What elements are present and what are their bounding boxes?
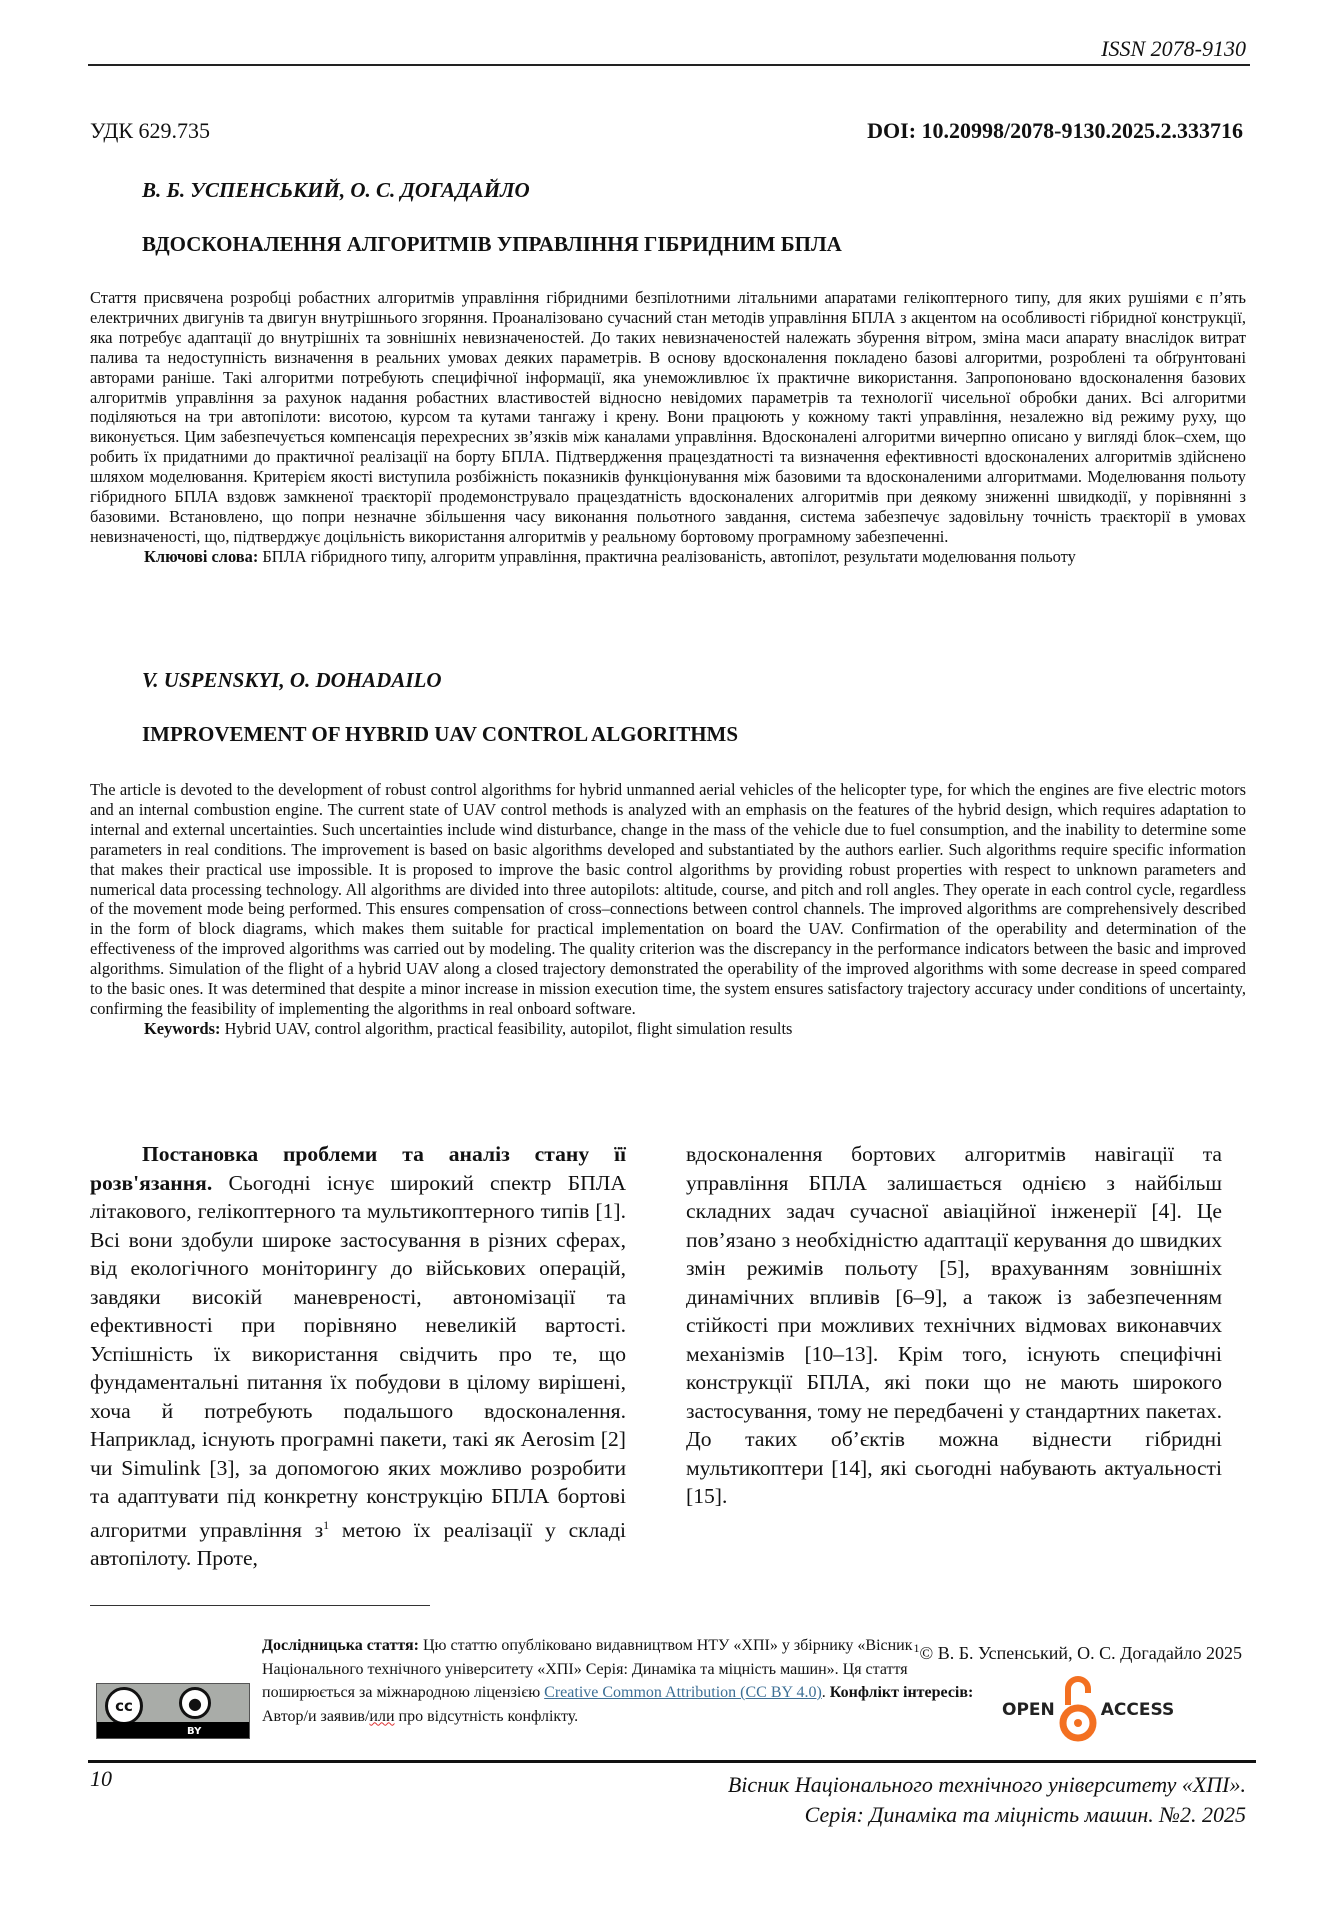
open-access-lock-icon [1059, 1671, 1097, 1749]
conflict-label: Конфлікт інтересів: [829, 1684, 974, 1701]
page-number: 10 [90, 1766, 112, 1791]
title-en: IMPROVEMENT OF HYBRID UAV CONTROL ALGORITHMS [142, 722, 739, 746]
article-type-label: Дослідницька стаття: [262, 1637, 419, 1654]
keywords-en [90, 1019, 1246, 1039]
license-text: Цю статтю опубліковано видавництвом НТУ «ХПІ» у збірнику «Вісник Національного технічного університету «ХПІ» Серія: Динаміка та міцність машин». Ця стаття поширюється за міжнародною ліцензією [262, 1637, 913, 1701]
journal-line-1: Вісник Національного технічного університету «ХПІ». [727, 1772, 1246, 1797]
abstract-en [90, 780, 1246, 1039]
title-ua: ВДОСКОНАЛЕННЯ АЛГОРИТМІВ УПРАВЛІННЯ ГІБРИДНИМ БПЛА [142, 232, 842, 256]
copyright-text: © В. Б. Успенський, О. С. Догадайло 2025 [919, 1643, 1242, 1663]
journal-line-2: Серія: Динаміка та міцність машин. №2. 2025 [804, 1802, 1246, 1827]
footnote-separator [90, 1605, 430, 1606]
conflict-text-end: про відсутність конфлікту. [394, 1707, 579, 1725]
body-text-right: вдосконалення бортових алгоритмів навігації та управління БПЛА залишається однією з найбільш складних задач сучасної авіаційної інженерії [4]. Це пов’язано з необхідністю адаптації керування до швидких змін режимів польоту [5], врахуванням зовнішніх динамічних впливів [6–9], а також із забезпеченням стійкості при можливих технічних відмовах виконавчих механізмів [10–13]. Крім того, існують специфічні конструкції БПЛА, які поки що не мають широкого застосування, тому не передбачені у стандартних пакетах. До таких об’єктів можна віднести гібридні мультикоптери [14], які сьогодні набувають актуальності [15]. [686, 1142, 1222, 1508]
conflict-text: Автор/и заявив/ [262, 1707, 370, 1725]
cc-band [97, 1722, 249, 1738]
keywords-en-label: Keywords: [144, 1018, 221, 1038]
keywords-en-text: Hybrid UAV, control algorithm, practical feasibility, autopilot, flight simulation results [220, 1018, 793, 1038]
open-access-open: OPEN [1002, 1700, 1055, 1720]
cc-by-license-icon[interactable] [96, 1683, 250, 1739]
footnote-mark: 1 [913, 1641, 920, 1655]
section-heading: Постановка проблеми та аналіз стану її розв'язання. [90, 1142, 626, 1195]
issn: ISSN 2078-9130 [1101, 36, 1246, 61]
body-column-left [90, 1140, 626, 1573]
authors-ua: В. Б. УСПЕНСЬКИЙ, О. С. ДОГАДАЙЛО [142, 178, 530, 202]
keywords-ua-text: БПЛА гібридного типу, алгоритм управління, практична реалізованість, автопілот, результати моделювання польоту [258, 546, 1076, 566]
body-text-left: Сьогодні існує широкий спектр БПЛА літакового, гелікоптерного та мультикоптерного типів [1]. Всі вони здобули широке застосування в різних сферах, від екологічного моніторингу до військових операцій, завдяки високій маневреності, автономізації та ефективності при порівняно невеликій вартості. Успішність їх використання свідчить про те, що фундаментальні питання їх побудови в цілому вирішені, хоча й потребують подальшого вдосконалення. Наприклад, існують програмні пакети, такі як Aerosim [2] чи Simulink [3], за допомогою яких можливо розробити та адаптувати під конкретну конструкцію БПЛА бортові алгоритми управління з [90, 1170, 626, 1542]
attribution-person-icon: ● [179, 1687, 211, 1719]
open-access-logo [1002, 1670, 1174, 1750]
license-link[interactable]: Creative Common Attribution (CC BY 4.0) [544, 1684, 822, 1701]
license-statement: Дослідницька стаття: Цю статтю опубліковано видавництвом НТУ «ХПІ» у збірнику «Вісник Національного технічного університету «ХПІ» Серія: Динаміка та міцність машин». Ця стаття поширюється за міжнародною ліцензією Creative Common Attribution (CC BY 4.0). Конфлікт інтересів: Автор/и заявив/или про відсутність конфлікту. [262, 1637, 974, 1725]
abstract-ua-text: Стаття присвячена розробці робастних алгоритмів управління гібридними безпілотними літальними апаратами гелікоптерного типу, для яких рушіями є п’ять електричних двигунів та двигун внутрішнього згоряння. Проаналізовано сучасний стан методів управління БПЛА з акцентом на особливості гібридної конструкції, яка потребує адаптації до внутрішніх та зовнішніх невизначеностей. До таких невизначеностей належать збурення вітром, зміна маси апарату внаслідок витрат палива та недоступність визначення в реальних умовах деяких параметрів. В основу вдосконалення покладено базові алгоритми, розроблені та обґрунтовані авторами раніше. Такі алгоритми потребують специфічної інформації, яка унеможливлює їх практичне використання. Запропоновано вдосконалення базових алгоритмів управління за рахунок надання робастних властивостей відносно невідомих параметрів та технології чисельної обробки даних. Всі алгоритми поділяються на три автопілоти: висотою, курсом та кутами тангажу і крену. Вони працюють у кожному такті управління, незалежно від режиму руху, що виконується. Цим забезпечується компенсація перехресних зв’язків між каналами управління. Вдосконалені алгоритми вичерпно описано у вигляді блок–схем, що робить їх придатними до практичної реалізації на борту БПЛА. Підтвердження працездатності та визначення ефективності вдосконалених алгоритмів здійснено шляхом моделювання. Критерієм якості виступила розбіжність показників функціонування між базовими та вдосконаленими алгоритмами. Моделювання польоту гібридного БПЛА вздовж замкненої траєкторії продемонструвало працездатність вдосконалених алгоритмів при деякому зниженні швидкодії, у порівнянні з базовими. Встановлено, що попри незначне збільшення часу виконання польотного завдання, система забезпечує задовільну точність траєкторії в умовах невизначеності, що, підтверджує доцільність використання алгоритмів у реальному бортовому програмному забезпеченні. [90, 288, 1246, 546]
abstract-en-text: The article is devoted to the development of robust control algorithms for hybrid unmanned aerial vehicles of the helicopter type, for which the engines are five electric motors and an internal combustion engine. The current state of UAV control methods is analyzed with an emphasis on the features of the hybrid design, which requires adaptation to internal and external uncertainties. Such uncertainties include wind disturbance, change in the mass of the vehicle due to fuel consumption, and the inability to determine some parameters in real conditions. The improvement is based on basic algorithms developed and substantiated by the authors earlier. Such algorithms require specific information that makes their practical use impossible. It is proposed to improve the basic control algorithms by providing robust properties with respect to unknown parameters and numerical data processing technology. All algorithms are divided into three autopilots: altitude, course, and pitch and roll angles. They operate in each control cycle, regardless of the movement mode being performed. This ensures compensation of cross–connections between control channels. The improved algorithms are comprehensively described in the form of block diagrams, which makes them suitable for practical implementation on board the UAV. Confirmation of the operability and determination of the effectiveness of the improved algorithms was carried out by modeling. The quality criterion was the discrepancy in the performance indicators between the basic and improved algorithms. Simulation of the flight of a hybrid UAV along a closed trajectory demonstrated the operability of the improved algorithms with some decrease in speed compared to the basic ones. It was determined that despite a minor increase in mission execution time, the system ensures satisfactory trajectory accuracy under conditions of uncertainty, confirming the feasibility of implementing the algorithms in real onboard software. [90, 780, 1246, 1018]
body-column-right [686, 1140, 1222, 1511]
journal-footer [728, 1770, 1246, 1830]
spellcheck-word: или [369, 1707, 395, 1725]
doi[interactable]: DOI: 10.20998/2078-9130.2025.2.333716 [867, 118, 1243, 143]
abstract-ua [90, 288, 1246, 567]
body-paragraph [90, 1140, 626, 1573]
footer-rule [88, 1760, 1256, 1763]
body-text-left-end: метою їх реалізації у складі автопілоту. Проте, [90, 1517, 627, 1571]
footnote-ref[interactable]: 1 [323, 1517, 330, 1532]
keywords-ua-label: Ключові слова: [144, 546, 259, 566]
cc-icon: cc [105, 1687, 143, 1725]
open-access-access: ACCESS [1100, 1700, 1175, 1720]
authors-en: V. USPENSKYI, O. DOHADAILO [142, 668, 442, 692]
header-rule [88, 64, 1250, 66]
keywords-ua [90, 547, 1246, 567]
by-label: BY [187, 1726, 202, 1737]
udk-code: УДК 629.735 [90, 118, 211, 143]
